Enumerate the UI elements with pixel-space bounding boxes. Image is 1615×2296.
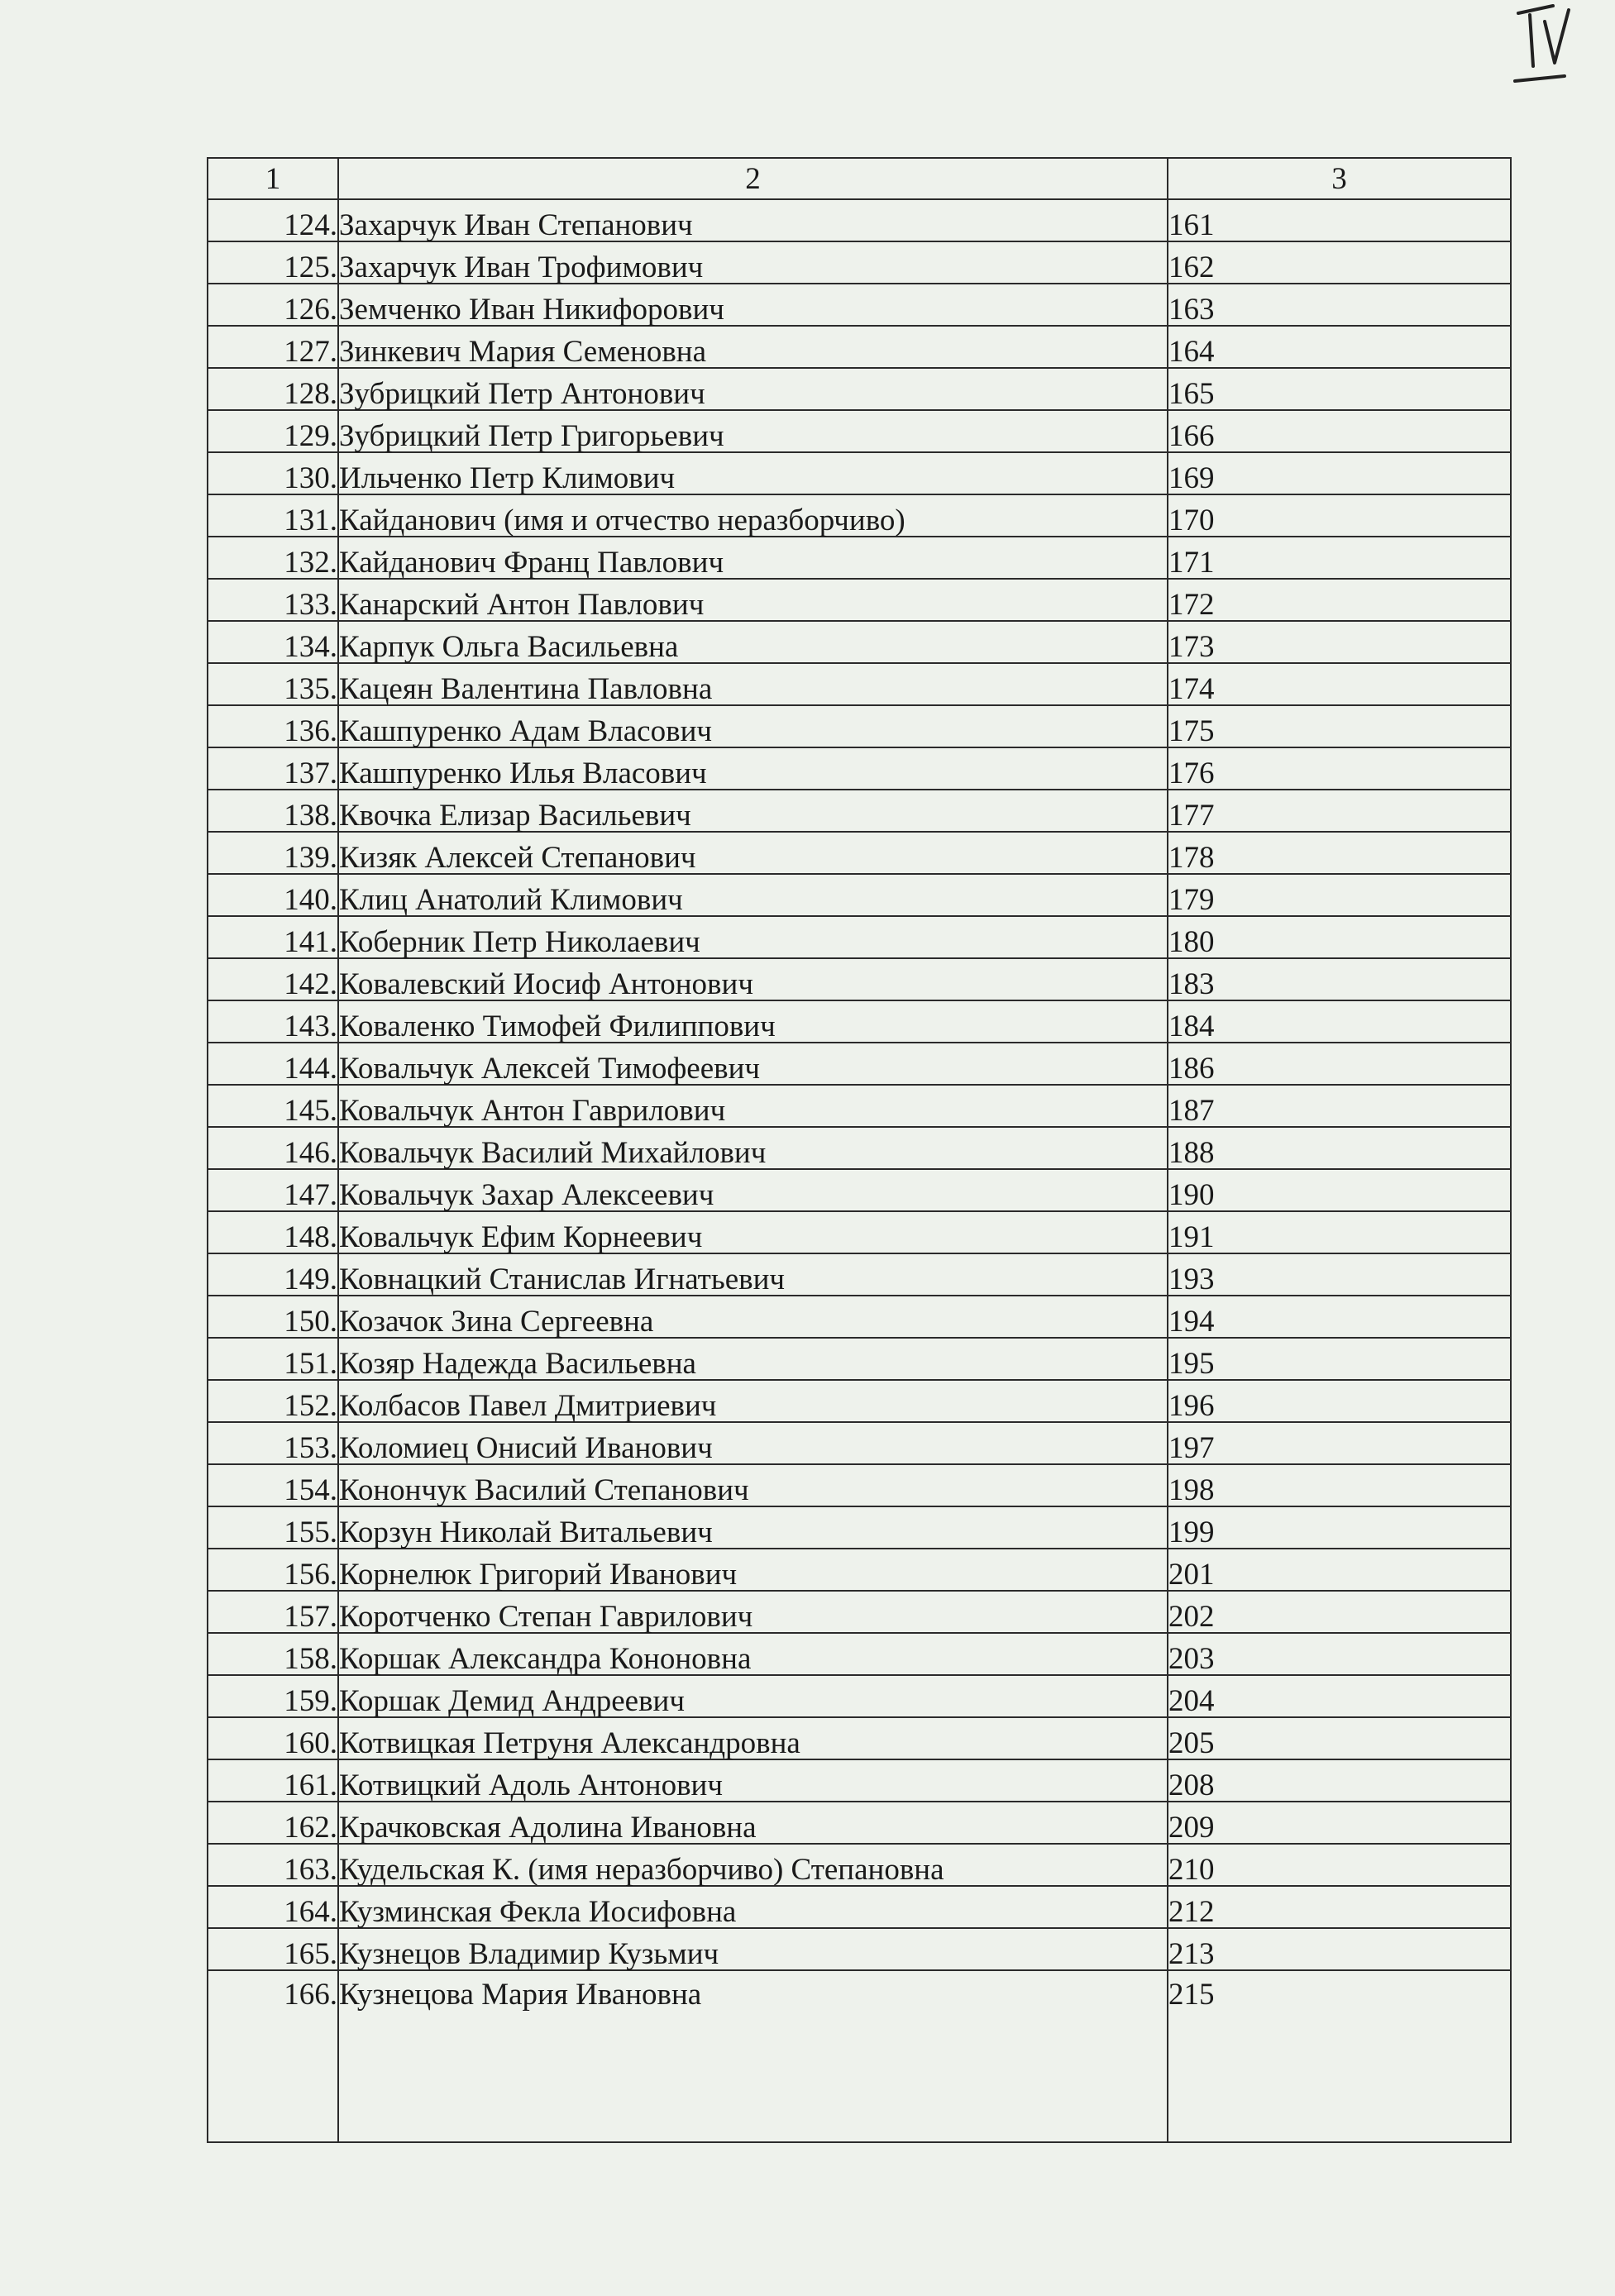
page-number: 175 — [1168, 705, 1511, 747]
person-name: Колбасов Павел Дмитриевич — [338, 1380, 1168, 1422]
table-row — [208, 284, 1511, 326]
table-row — [208, 1043, 1511, 1085]
page-number: 191 — [1168, 1211, 1511, 1253]
row-number: 162. — [208, 1802, 338, 1844]
header-row — [208, 158, 1511, 199]
page-number: 209 — [1168, 1802, 1511, 1844]
page-number: 171 — [1168, 537, 1511, 579]
row-number: 125. — [208, 241, 338, 284]
person-name: Кудельская К. (имя неразборчиво) Степановна — [338, 1844, 1168, 1886]
table-row — [208, 916, 1511, 958]
person-name: Ковальчук Антон Гаврилович — [338, 1085, 1168, 1127]
row-number: 157. — [208, 1591, 338, 1633]
row-number: 149. — [208, 1253, 338, 1296]
table-row — [208, 747, 1511, 790]
page-number: 178 — [1168, 832, 1511, 874]
person-name: Ковальчук Алексей Тимофеевич — [338, 1043, 1168, 1085]
row-number: 152. — [208, 1380, 338, 1422]
row-number: 161. — [208, 1759, 338, 1802]
person-name: Ковальчук Василий Михайлович — [338, 1127, 1168, 1169]
person-name: Коршак Александра Кононовна — [338, 1633, 1168, 1675]
page-number: 202 — [1168, 1591, 1511, 1633]
row-number: 155. — [208, 1506, 338, 1549]
row-number: 128. — [208, 368, 338, 410]
page-number: 172 — [1168, 579, 1511, 621]
row-number: 154. — [208, 1464, 338, 1506]
table-row — [208, 1802, 1511, 1844]
row-number: 127. — [208, 326, 338, 368]
person-name: Ковнацкий Станислав Игнатьевич — [338, 1253, 1168, 1296]
person-name: Кайданович (имя и отчество неразборчиво) — [338, 494, 1168, 537]
table-row — [208, 410, 1511, 452]
page-number: 193 — [1168, 1253, 1511, 1296]
row-number: 164. — [208, 1886, 338, 1928]
table-row — [208, 1886, 1511, 1928]
table-row — [208, 1422, 1511, 1464]
row-number: 150. — [208, 1296, 338, 1338]
row-number: 141. — [208, 916, 338, 958]
table-row — [208, 621, 1511, 663]
person-name: Кацеян Валентина Павловна — [338, 663, 1168, 705]
person-name: Крачковская Адолина Ивановна — [338, 1802, 1168, 1844]
table-row — [208, 1338, 1511, 1380]
table-row — [208, 1380, 1511, 1422]
person-name: Коломиец Онисий Иванович — [338, 1422, 1168, 1464]
page-number: 180 — [1168, 916, 1511, 958]
person-name: Корнелюк Григорий Иванович — [338, 1549, 1168, 1591]
table-row — [208, 1928, 1511, 1970]
table-row — [208, 1000, 1511, 1043]
page-number: 199 — [1168, 1506, 1511, 1549]
page-number: 188 — [1168, 1127, 1511, 1169]
person-name: Кузнецов Владимир Кузьмич — [338, 1928, 1168, 1970]
table-row — [208, 1549, 1511, 1591]
table-row — [208, 494, 1511, 537]
table-row — [208, 1591, 1511, 1633]
page-number: 170 — [1168, 494, 1511, 537]
page-number: 169 — [1168, 452, 1511, 494]
person-name: Ковальчук Захар Алексеевич — [338, 1169, 1168, 1211]
table-row — [208, 1253, 1511, 1296]
person-name: Козачок Зина Сергеевна — [338, 1296, 1168, 1338]
table-row — [208, 1127, 1511, 1169]
row-number: 142. — [208, 958, 338, 1000]
page-number: 162 — [1168, 241, 1511, 284]
row-number: 158. — [208, 1633, 338, 1675]
table-row — [208, 199, 1511, 241]
person-name: Карпук Ольга Васильевна — [338, 621, 1168, 663]
header-col-1: 1 — [208, 158, 338, 199]
row-number: 144. — [208, 1043, 338, 1085]
page-number: 184 — [1168, 1000, 1511, 1043]
page-number: 205 — [1168, 1717, 1511, 1759]
row-number: 143. — [208, 1000, 338, 1043]
page-number: 190 — [1168, 1169, 1511, 1211]
row-number: 147. — [208, 1169, 338, 1211]
row-number: 130. — [208, 452, 338, 494]
page-number: 186 — [1168, 1043, 1511, 1085]
person-name: Козяр Надежда Васильевна — [338, 1338, 1168, 1380]
row-number: 156. — [208, 1549, 338, 1591]
table-row — [208, 579, 1511, 621]
page-number: 161 — [1168, 199, 1511, 241]
page-number: 179 — [1168, 874, 1511, 916]
page-number: 198 — [1168, 1464, 1511, 1506]
page-number: 213 — [1168, 1928, 1511, 1970]
row-number: 136. — [208, 705, 338, 747]
table-row — [208, 958, 1511, 1000]
row-number: 129. — [208, 410, 338, 452]
page-number: 166 — [1168, 410, 1511, 452]
registry-rows — [208, 199, 1511, 2142]
table-row — [208, 1464, 1511, 1506]
row-number: 153. — [208, 1422, 338, 1464]
table-row — [208, 832, 1511, 874]
person-name: Ильченко Петр Климович — [338, 452, 1168, 494]
row-number: 138. — [208, 790, 338, 832]
person-name: Квочка Елизар Васильевич — [338, 790, 1168, 832]
person-name: Коршак Демид Андреевич — [338, 1675, 1168, 1717]
row-number: 140. — [208, 874, 338, 916]
table-row — [208, 452, 1511, 494]
row-number: 131. — [208, 494, 338, 537]
table-row — [208, 1211, 1511, 1253]
table-row — [208, 1717, 1511, 1759]
page-number: 174 — [1168, 663, 1511, 705]
row-number: 148. — [208, 1211, 338, 1253]
table-row — [208, 1169, 1511, 1211]
page-number: 177 — [1168, 790, 1511, 832]
person-name: Кузнецова Мария Ивановна — [338, 1970, 1168, 2142]
row-number: 165. — [208, 1928, 338, 1970]
table-row — [208, 1296, 1511, 1338]
person-name: Земченко Иван Никифорович — [338, 284, 1168, 326]
table-row — [208, 790, 1511, 832]
person-name: Клиц Анатолий Климович — [338, 874, 1168, 916]
table-row — [208, 241, 1511, 284]
page-number: 183 — [1168, 958, 1511, 1000]
person-name: Кузминская Фекла Иосифовна — [338, 1886, 1168, 1928]
person-name: Корзун Николай Витальевич — [338, 1506, 1168, 1549]
row-number: 139. — [208, 832, 338, 874]
person-name: Конончук Василий Степанович — [338, 1464, 1168, 1506]
registry-table — [207, 157, 1512, 2143]
person-name: Кизяк Алексей Степанович — [338, 832, 1168, 874]
page-number: 208 — [1168, 1759, 1511, 1802]
row-number: 124. — [208, 199, 338, 241]
table-row — [208, 1506, 1511, 1549]
person-name: Захарчук Иван Трофимович — [338, 241, 1168, 284]
row-number: 151. — [208, 1338, 338, 1380]
row-number: 145. — [208, 1085, 338, 1127]
person-name: Ковальчук Ефим Корнеевич — [338, 1211, 1168, 1253]
page-number: 204 — [1168, 1675, 1511, 1717]
page-number: 197 — [1168, 1422, 1511, 1464]
person-name: Канарский Антон Павлович — [338, 579, 1168, 621]
table-row — [208, 537, 1511, 579]
page-number: 173 — [1168, 621, 1511, 663]
row-number: 126. — [208, 284, 338, 326]
table-row — [208, 1633, 1511, 1675]
row-number: 134. — [208, 621, 338, 663]
row-number: 160. — [208, 1717, 338, 1759]
table-row — [208, 1675, 1511, 1717]
person-name: Ковалевский Иосиф Антонович — [338, 958, 1168, 1000]
person-name: Кайданович Франц Павлович — [338, 537, 1168, 579]
page-number: 196 — [1168, 1380, 1511, 1422]
row-number: 159. — [208, 1675, 338, 1717]
page-number: 165 — [1168, 368, 1511, 410]
person-name: Котвицкая Петруня Александровна — [338, 1717, 1168, 1759]
row-number: 132. — [208, 537, 338, 579]
person-name: Зубрицкий Петр Григорьевич — [338, 410, 1168, 452]
table-row — [208, 368, 1511, 410]
row-number: 133. — [208, 579, 338, 621]
person-name: Коберник Петр Николаевич — [338, 916, 1168, 958]
page-number: 195 — [1168, 1338, 1511, 1380]
handwritten-sheet-mark — [1507, 3, 1589, 86]
person-name: Захарчук Иван Степанович — [338, 199, 1168, 241]
row-number: 166. — [208, 1970, 338, 2142]
row-number: 146. — [208, 1127, 338, 1169]
person-name: Коваленко Тимофей Филиппович — [338, 1000, 1168, 1043]
header-col-3: 3 — [1168, 158, 1511, 199]
table-row — [208, 663, 1511, 705]
person-name: Кашпуренко Илья Власович — [338, 747, 1168, 790]
table-row — [208, 1844, 1511, 1886]
person-name: Зинкевич Мария Семеновна — [338, 326, 1168, 368]
table-row — [208, 326, 1511, 368]
person-name: Кашпуренко Адам Власович — [338, 705, 1168, 747]
page-number: 210 — [1168, 1844, 1511, 1886]
page-number: 201 — [1168, 1549, 1511, 1591]
header-col-2: 2 — [338, 158, 1168, 199]
page-number: 163 — [1168, 284, 1511, 326]
page-number: 215 — [1168, 1970, 1511, 2142]
person-name: Зубрицкий Петр Антонович — [338, 368, 1168, 410]
page-number: 164 — [1168, 326, 1511, 368]
table-row — [208, 1970, 1511, 2142]
page-number: 212 — [1168, 1886, 1511, 1928]
table-row — [208, 1085, 1511, 1127]
page-number: 203 — [1168, 1633, 1511, 1675]
row-number: 135. — [208, 663, 338, 705]
page-number: 176 — [1168, 747, 1511, 790]
table-row — [208, 874, 1511, 916]
page-number: 187 — [1168, 1085, 1511, 1127]
table-row — [208, 705, 1511, 747]
table-row — [208, 1759, 1511, 1802]
person-name: Коротченко Степан Гаврилович — [338, 1591, 1168, 1633]
row-number: 137. — [208, 747, 338, 790]
page-number: 194 — [1168, 1296, 1511, 1338]
person-name: Котвицкий Адоль Антонович — [338, 1759, 1168, 1802]
row-number: 163. — [208, 1844, 338, 1886]
